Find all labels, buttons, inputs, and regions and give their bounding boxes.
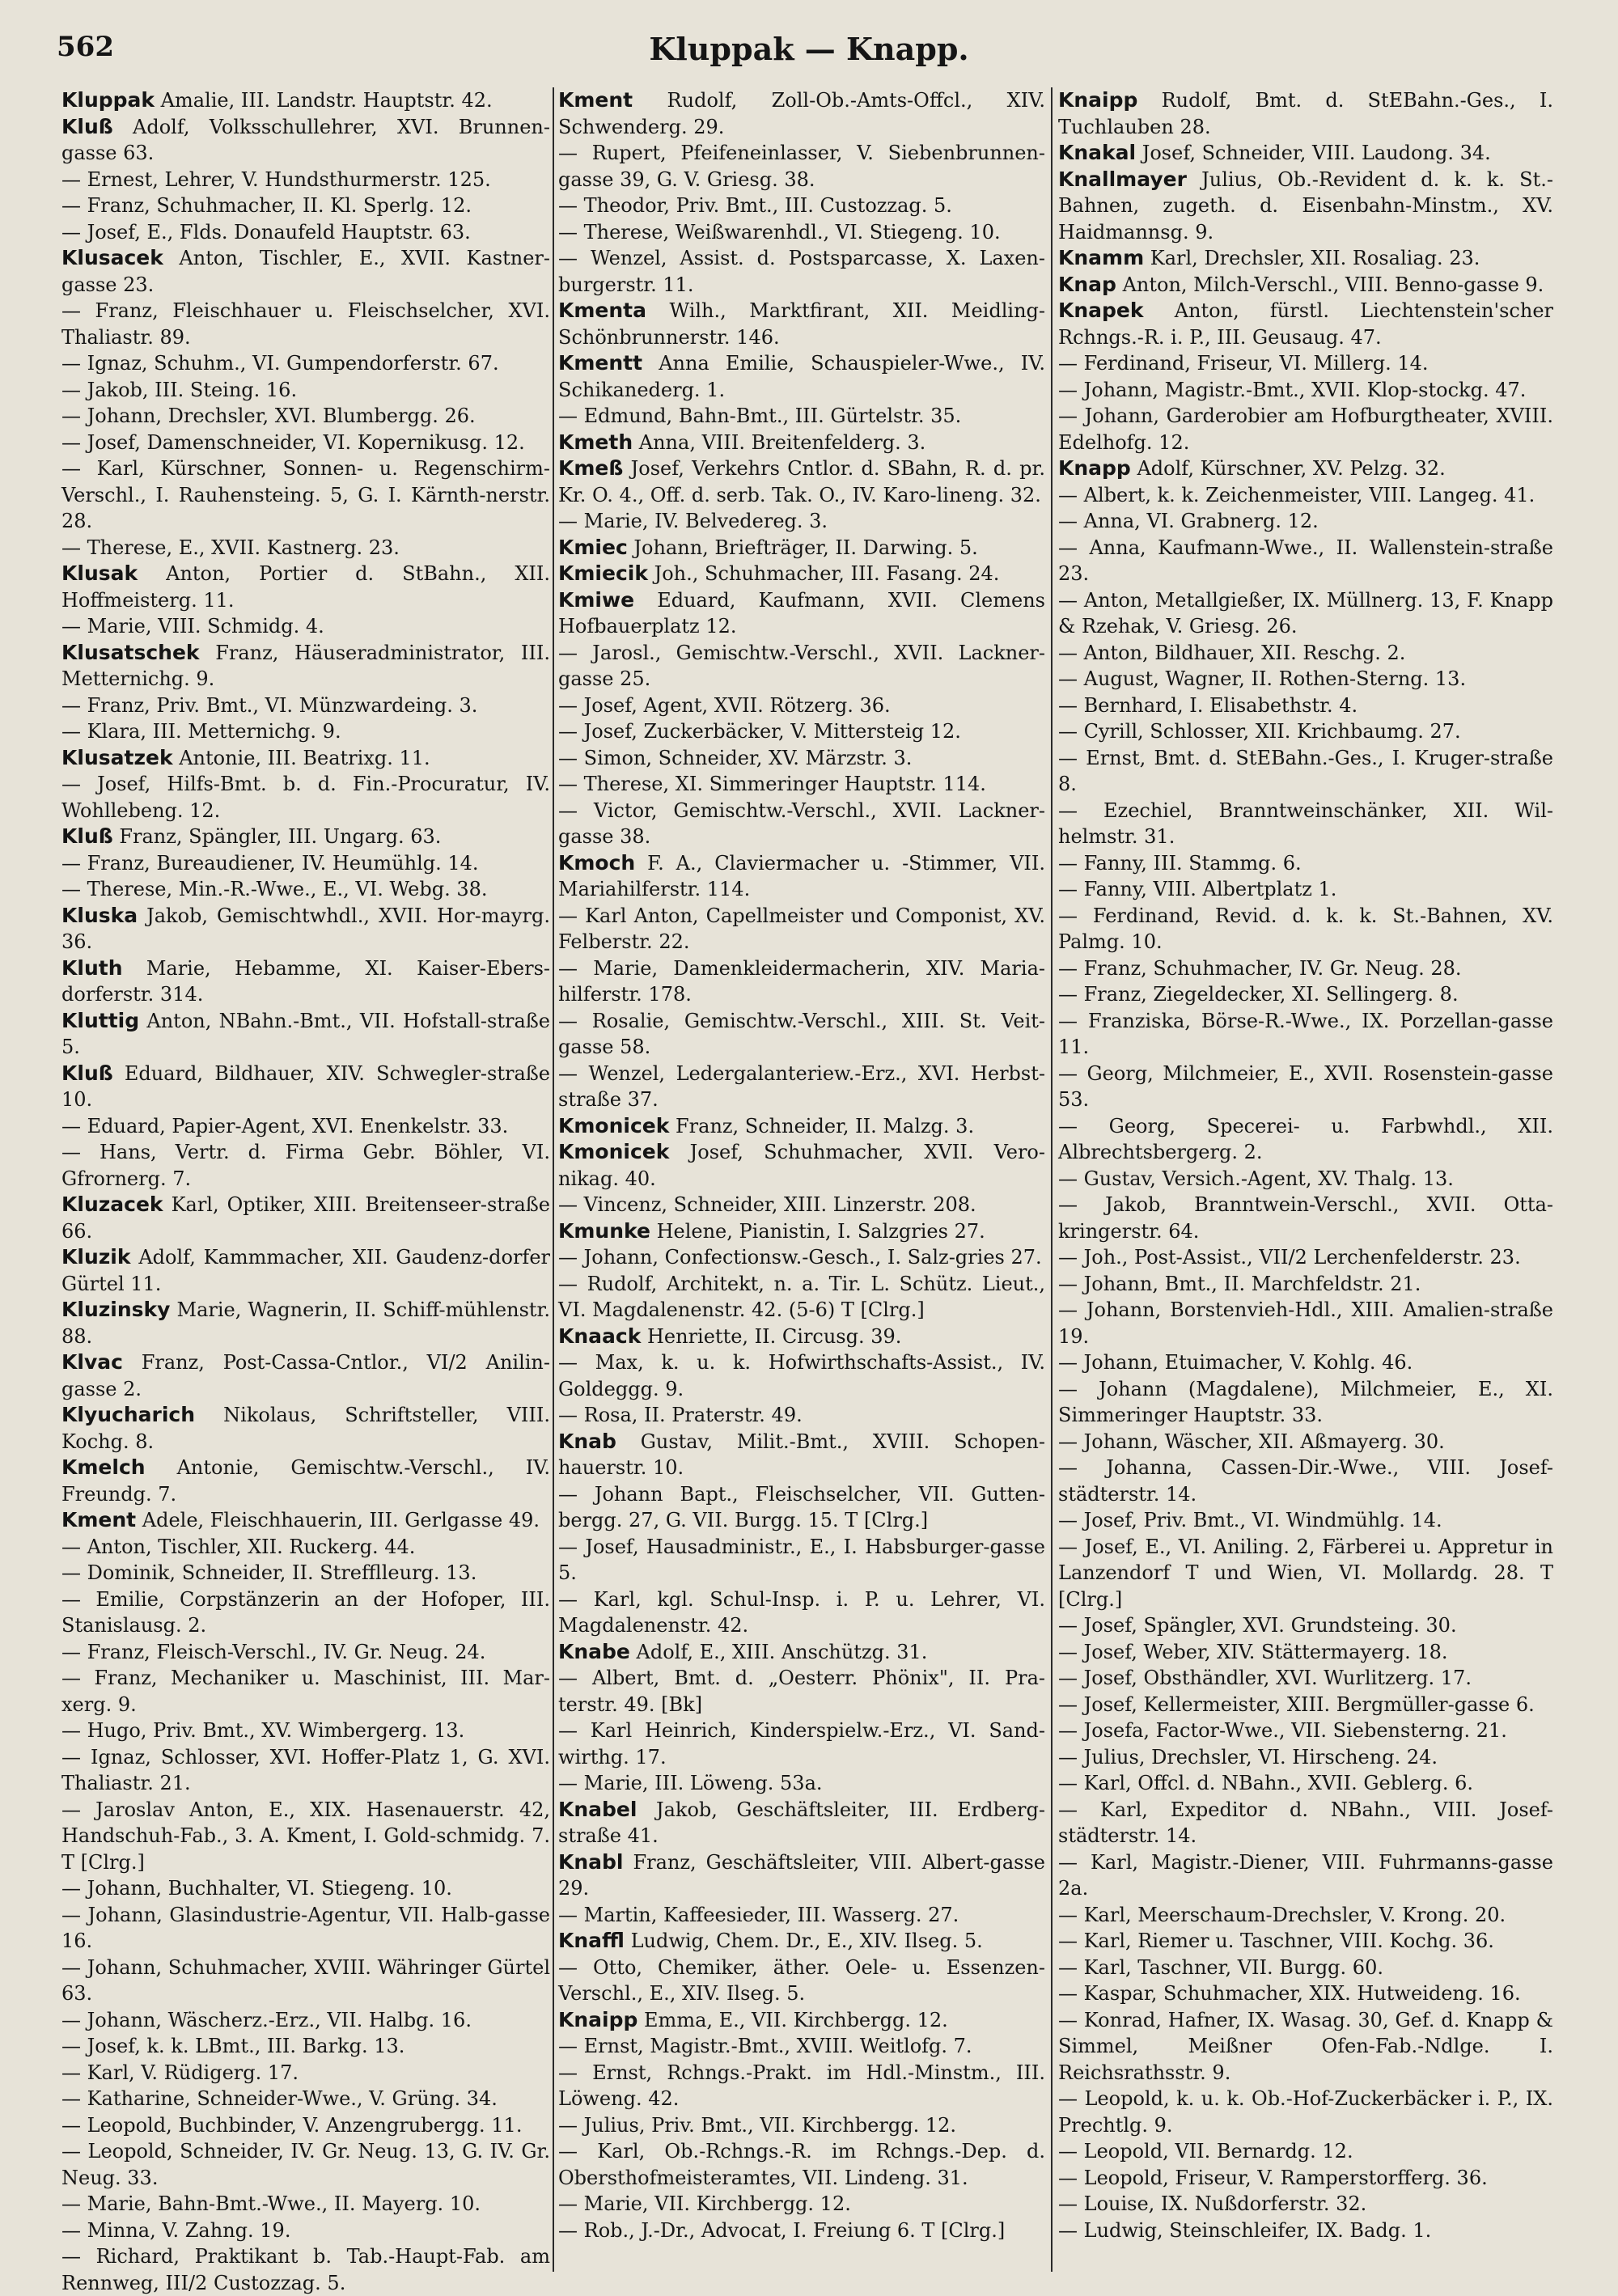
directory-entry: — Therese, Weißwarenhdl., VI. Stiegeng. 10. — [558, 220, 1001, 244]
directory-entry: — Kaspar, Schuhmacher, XIX. Hutweideng. 16. — [1058, 1982, 1521, 2005]
directory-entry: Knaack Henriette, II. Circusg. 39. — [558, 1324, 902, 1348]
directory-entry: Klusatzek Antonie, III. Beatrixg. 11. — [61, 745, 430, 769]
directory-entry: — Vincenz, Schneider, XIII. Linzerstr. 208. — [558, 1193, 976, 1216]
directory-entry: — Franz, Fleischhauer u. Fleischselcher, XVI. Thaliastr. 89. — [61, 299, 550, 349]
directory-entry: Klusatschek Franz, Häuseradministrator, III. Metternichg. 9. — [61, 640, 550, 690]
directory-entry: — Dominik, Schneider, II. Strefflleurg. 13. — [61, 1561, 477, 1584]
directory-entry: — Johann, Etuimacher, V. Kohlg. 46. — [1058, 1351, 1413, 1374]
directory-entry: — Karl, Riemer u. Taschner, VIII. Kochg. 36. — [1058, 1930, 1494, 1952]
directory-entry: Knakal Josef, Schneider, VIII. Laudong. 34. — [1058, 141, 1491, 164]
directory-entry: — Joh., Post-Assist., VII/2 Lerchenfelderstr. 23. — [1058, 1246, 1521, 1269]
directory-entry: Klyucharich Nikolaus, Schriftsteller, VIII. Kochg. 8. — [61, 1403, 550, 1453]
directory-entry: Kluzacek Karl, Optiker, XIII. Breitenseer-straße 66. — [61, 1192, 550, 1243]
directory-entry: Kluth Marie, Hebamme, XI. Kaiser-Ebers-dorferstr. 314. — [61, 955, 550, 1006]
directory-entry: — Johann, Bmt., II. Marchfeldstr. 21. — [1058, 1272, 1421, 1295]
directory-entry: Knabel Jakob, Geschäftsleiter, III. Erdberg-straße 41. — [558, 1797, 1045, 1847]
directory-entry: — Georg, Milchmeier, E., XVII. Rosenstein-gasse 53. — [1058, 1061, 1553, 1111]
directory-entry: — Leopold, Schneider, IV. Gr. Neug. 13, G. IV. Gr. Neug. 33. — [61, 2140, 550, 2189]
directory-entry: — Johann, Glasindustrie-Agentur, VII. Halb-gasse 16. — [61, 1903, 550, 1952]
page-number: 562 — [57, 31, 114, 63]
directory-entry: Kluß Franz, Spängler, III. Ungarg. 63. — [61, 824, 442, 848]
directory-entry: — Johann, Schuhmacher, XVIII. Währinger Gürtel 63. — [61, 1955, 550, 2005]
directory-entry: Knap Anton, Milch-Verschl., VIII. Benno-gasse 9. — [1058, 272, 1544, 296]
directory-entry: — Franz, Fleisch-Verschl., IV. Gr. Neug. 24. — [61, 1640, 486, 1663]
directory-entry: — Anton, Bildhauer, XII. Reschg. 2. — [1058, 641, 1406, 664]
directory-entry: — Karl, Kürschner, Sonnen- u. Regenschirm-Verschl., I. Rauhensteing. 5, G. I. Kärnth-nerstr. 28. — [61, 457, 550, 532]
directory-entry: — Richard, Praktikant b. Tab.-Haupt-Fab. am Rennweg, III/2 Custozzag. 5. — [61, 2245, 550, 2294]
directory-entry: — Hugo, Priv. Bmt., XV. Wimbergerg. 13. — [61, 1719, 465, 1742]
directory-entry: — Josef, k. k. LBmt., III. Barkg. 13. — [61, 2035, 405, 2057]
directory-entry: — Johann, Garderobier am Hofburgtheater, XVIII. Edelhofg. 12. — [1058, 405, 1553, 454]
directory-entry: — Karl Anton, Capellmeister und Componist, XV. Felberstr. 22. — [558, 904, 1045, 953]
directory-entry: Knaipp Emma, E., VII. Kirchbergg. 12. — [558, 2007, 948, 2031]
directory-entry: — Rob., J.-Dr., Advocat, I. Freiung 6. T [Clrg.] — [558, 2218, 1006, 2242]
directory-entry: — Josef, Weber, XIV. Stättermayerg. 18. — [1058, 1640, 1448, 1663]
directory-entry: — Franz, Ziegeldecker, XI. Sellingerg. 8. — [1058, 983, 1459, 1006]
directory-entry: — Johann Bapt., Fleischselcher, VII. Gutten-bergg. 27, G. VII. Burgg. 15. T [Clrg.] — [558, 1482, 1045, 1531]
directory-entry: — Ignaz, Schlosser, XVI. Hoffer-Platz 1, G. XVI. Thaliastr. 21. — [61, 1745, 550, 1794]
directory-entry: Kmiec Johann, Briefträger, II. Darwing. 5. — [558, 535, 978, 559]
directory-entry: Kluska Jakob, Gemischtwhdl., XVII. Hor-mayrg. 36. — [61, 903, 550, 953]
directory-entry: — Marie, III. Löweng. 53a. — [558, 1772, 823, 1794]
directory-entry: — Josef, E., VI. Aniling. 2, Färberei u. Appretur in Lanzendorf T und Wien, VI. Mollardg. 28. T [Clrg.] — [1058, 1535, 1553, 1611]
directory-entry: — Rosalie, Gemischtw.-Verschl., XIII. St. Veit-gasse 58. — [558, 1009, 1045, 1058]
directory-entry: — Georg, Specerei- u. Farbwhdl., XII. Albrechtsbergerg. 2. — [1058, 1114, 1553, 1163]
directory-entry: Knapp Adolf, Kürschner, XV. Pelzg. 32. — [1058, 456, 1446, 480]
directory-entry: — Rupert, Pfeifeneinlasser, V. Siebenbrunnen-gasse 39, G. V. Griesg. 38. — [558, 142, 1045, 191]
directory-entry: — Franziska, Börse-R.-Wwe., IX. Porzellan-gasse 11. — [1058, 1009, 1553, 1058]
directory-entry: — Julius, Drechsler, VI. Hirscheng. 24. — [1058, 1745, 1438, 1769]
directory-entry: — Konrad, Hafner, IX. Wasag. 30, Gef. d. Knapp & Simmel, Meißner Ofen-Fab.-Ndlge. I. Reichsrathsstr. 9. — [1058, 2008, 1553, 2084]
directory-entry: — Josef, Spängler, XVI. Grundsteing. 30. — [1058, 1614, 1457, 1637]
directory-entry: — Karl, Ob.-Rchngs.-R. im Rchngs.-Dep. d. Obersthofmeisteramtes, VII. Lindeng. 31. — [558, 2140, 1045, 2189]
directory-entry: Kment Adele, Fleischhauerin, III. Gerlgasse 49. — [61, 1508, 540, 1531]
directory-entry: — Josef, Hilfs-Bmt. b. d. Fin.-Procuratur, IV. Wohllebeng. 12. — [61, 773, 550, 822]
directory-entry: Kmoch F. A., Claviermacher u. -Stimmer, VII. Mariahilferstr. 114. — [558, 850, 1045, 900]
directory-entry: Kmeß Josef, Verkehrs Cntlor. d. SBahn, R. d. pr. Kr. O. 4., Off. d. serb. Tak. O., IV. Karo-lineng. 32. — [558, 456, 1045, 506]
directory-entry: — Karl, V. Rüdigerg. 17. — [61, 2061, 299, 2084]
directory-entry: — Edmund, Bahn-Bmt., III. Gürtelstr. 35. — [558, 405, 962, 427]
directory-entry: — Johann (Magdalene), Milchmeier, E., XI. Simmeringer Hauptstr. 33. — [1058, 1377, 1553, 1426]
directory-entry: — Gustav, Versich.-Agent, XV. Thalg. 13. — [1058, 1167, 1454, 1190]
directory-entry: — Marie, Damenkleidermacherin, XIV. Maria-hilferstr. 178. — [558, 956, 1045, 1006]
directory-entry: — Johann, Wäscherz.-Erz., VII. Halbg. 16. — [61, 2008, 472, 2031]
directory-entry: — Wenzel, Assist. d. Postsparcasse, X. Laxen-burgerstr. 11. — [558, 247, 1045, 296]
directory-entry: — Katharine, Schneider-Wwe., V. Grüng. 34. — [61, 2087, 498, 2110]
directory-entry: — Theodor, Priv. Bmt., III. Custozzag. 5. — [558, 194, 952, 217]
directory-entry: — Josef, Hausadministr., E., I. Habsburger-gasse 5. — [558, 1535, 1045, 1584]
directory-entry: — Victor, Gemischtw.-Verschl., XVII. Lackner-gasse 38. — [558, 799, 1045, 848]
column-right — [1058, 87, 1553, 2272]
directory-entry: — Josefa, Factor-Wwe., VII. Siebensterng. 21. — [1058, 1719, 1507, 1742]
directory-entry: — Bernhard, I. Elisabethstr. 4. — [1058, 693, 1358, 717]
directory-entry: — Cyrill, Schlosser, XII. Krichbaumg. 27. — [1058, 720, 1461, 743]
directory-entry: — Therese, XI. Simmeringer Hauptstr. 114. — [558, 773, 986, 795]
directory-entry: — Fanny, VIII. Albertplatz 1. — [1058, 878, 1337, 900]
page-header — [57, 31, 1561, 71]
directory-entry: — Josef, Damenschneider, VI. Kopernikusg. 12. — [61, 430, 525, 454]
directory-entry: — Franz, Schuhmacher, IV. Gr. Neug. 28. — [1058, 956, 1462, 980]
running-head: Kluppak — Knapp. — [649, 31, 969, 67]
directory-entry: — Anna, VI. Grabnerg. 12. — [1058, 510, 1319, 532]
directory-entry: — Ernest, Lehrer, V. Hundsthurmerstr. 125. — [61, 167, 491, 191]
directory-entry: — Ernst, Magistr.-Bmt., XVIII. Weitlofg. 7. — [558, 2035, 972, 2057]
directory-entry: — Otto, Chemiker, äther. Oele- u. Essenzen-Verschl., E., XIV. Ilseg. 5. — [558, 1955, 1045, 2005]
directory-entry: Kluß Adolf, Volksschullehrer, XVI. Brunnen-gasse 63. — [61, 114, 550, 164]
directory-entry: — Josef, Obsthändler, XVI. Wurlitzerg. 17. — [1058, 1667, 1472, 1689]
directory-entry: Kluppak Amalie, III. Landstr. Hauptstr. 42. — [61, 88, 493, 112]
directory-entry: — August, Wagner, II. Rothen-Sterng. 13. — [1058, 667, 1467, 690]
directory-entry: — Leopold, Friseur, V. Ramperstorfferg. 36. — [1058, 2166, 1488, 2189]
directory-entry: — Leopold, Buchbinder, V. Anzengrubergg. 11. — [61, 2113, 523, 2137]
directory-entry: — Ernst, Rchngs.-Prakt. im Hdl.-Minstm., III. Löweng. 42. — [558, 2061, 1045, 2110]
directory-entry: — Franz, Mechaniker u. Maschinist, III. Mar-xerg. 9. — [61, 1667, 550, 1716]
directory-entry: — Eduard, Papier-Agent, XVI. Enenkelstr. 33. — [61, 1114, 509, 1137]
directory-entry: — Julius, Priv. Bmt., VII. Kirchbergg. 12. — [558, 2113, 956, 2137]
directory-entry: — Jarosl., Gemischtw.-Verschl., XVII. Lackner-gasse 25. — [558, 641, 1045, 690]
directory-entry: — Fanny, III. Stammg. 6. — [1058, 851, 1302, 875]
directory-entry: — Klara, III. Metternichg. 9. — [61, 720, 341, 743]
directory-entry: Kmelch Antonie, Gemischtw.-Verschl., IV. Freundg. 7. — [61, 1455, 550, 1506]
directory-entry: — Leopold, VII. Bernardg. 12. — [1058, 2140, 1353, 2163]
directory-entry: — Franz, Schuhmacher, II. Kl. Sperlg. 12. — [61, 194, 472, 217]
directory-entry: Kmiecik Joh., Schuhmacher, III. Fasang. 24. — [558, 561, 1000, 585]
directory-entry: — Johann, Confectionsw.-Gesch., I. Salz-gries 27. — [558, 1246, 1042, 1269]
directory-entry: — Karl Heinrich, Kinderspielw.-Erz., VI. Sand-wirthg. 17. — [558, 1719, 1045, 1769]
directory-entry: — Simon, Schneider, XV. Märzstr. 3. — [558, 746, 913, 769]
directory-entry: — Emilie, Corpstänzerin an der Hofoper, III. Stanislausg. 2. — [61, 1587, 550, 1637]
directory-entry: — Karl, Expeditor d. NBahn., VIII. Josef-städterstr. 14. — [1058, 1798, 1553, 1847]
directory-entry: — Karl, Taschner, VII. Burgg. 60. — [1058, 1955, 1383, 1979]
directory-entry: — Franz, Bureaudiener, IV. Heumühlg. 14. — [61, 851, 479, 875]
directory-entry: — Albert, k. k. Zeichenmeister, VIII. Langeg. 41. — [1058, 483, 1535, 506]
directory-entry: — Josef, Agent, XVII. Rötzerg. 36. — [558, 693, 891, 717]
directory-entry: Kluttig Anton, NBahn.-Bmt., VII. Hofstall-straße 5. — [61, 1008, 550, 1058]
directory-entry: — Johann, Buchhalter, VI. Stiegeng. 10. — [61, 1877, 452, 1900]
directory-entry: — Karl, Meerschaum-Drechsler, V. Krong. 20. — [1058, 1903, 1506, 1926]
directory-entry: — Anna, Kaufmann-Wwe., II. Wallenstein-straße 23. — [1058, 536, 1553, 585]
directory-entry: Kmenta Wilh., Marktfirant, XII. Meidling-Schönbrunnerstr. 146. — [558, 299, 1045, 349]
directory-entry: — Louise, IX. Nußdorferstr. 32. — [1058, 2192, 1367, 2215]
directory-entry: — Martin, Kaffeesieder, III. Wasserg. 27. — [558, 1903, 959, 1926]
directory-entry: — Hans, Vertr. d. Firma Gebr. Böhler, VI. Gfrornerg. 7. — [61, 1141, 550, 1190]
directory-entry: — Johann, Borstenvieh-Hdl., XIII. Amalien-straße 19. — [1058, 1298, 1553, 1348]
directory-entry: Klvac Franz, Post-Cassa-Cntlor., VI/2 Anilin-gasse 2. — [61, 1350, 550, 1400]
directory-entry: — Ezechiel, Branntweinschänker, XII. Wil-helmstr. 31. — [1058, 799, 1553, 848]
directory-entry: — Jakob, III. Steing. 16. — [61, 378, 298, 401]
directory-entry: — Rosa, II. Praterstr. 49. — [558, 1404, 803, 1426]
directory-entry: — Ignaz, Schuhm., VI. Gumpendorferstr. 67. — [61, 352, 499, 375]
directory-entry: — Ferdinand, Revid. d. k. k. St.-Bahnen, XV. Palmg. 10. — [1058, 904, 1553, 953]
directory-entry: — Karl, Magistr.-Diener, VIII. Fuhrmanns-gasse 2a. — [1058, 1850, 1553, 1900]
directory-entry: Kmentt Anna Emilie, Schauspieler-Wwe., IV. Schikanederg. 1. — [558, 351, 1045, 401]
directory-entry: — Johanna, Cassen-Dir.-Wwe., VIII. Josef-städterstr. 14. — [1058, 1456, 1553, 1506]
directory-entry: Knaipp Rudolf, Bmt. d. StEBahn.-Ges., I. Tuchlauben 28. — [1058, 88, 1553, 138]
directory-entry: — Johann, Magistr.-Bmt., XVII. Klop-stockg. 47. — [1058, 378, 1527, 401]
directory-entry: Knabl Franz, Geschäftsleiter, VIII. Albert-gasse 29. — [558, 1849, 1045, 1900]
directory-entry: — Jakob, Branntwein-Verschl., XVII. Otta-kringerstr. 64. — [1058, 1193, 1553, 1243]
directory-entry: — Ferdinand, Friseur, VI. Millerg. 14. — [1058, 352, 1429, 375]
directory-entry: Kluß Eduard, Bildhauer, XIV. Schwegler-straße 10. — [61, 1061, 550, 1111]
directory-entry: Kmiwe Eduard, Kaufmann, XVII. Clemens Hofbauerplatz 12. — [558, 587, 1045, 638]
directory-entry: Knapek Anton, fürstl. Liechtenstein'scher Rchngs.-R. i. P., III. Geusaug. 47. — [1058, 299, 1553, 349]
directory-entry: Knaffl Ludwig, Chem. Dr., E., XIV. Ilseg. 5. — [558, 1929, 983, 1952]
directory-entry: — Ludwig, Steinschleifer, IX. Badg. 1. — [1058, 2218, 1432, 2242]
directory-entry: — Franz, Priv. Bmt., VI. Münzwardeing. 3. — [61, 693, 478, 717]
directory-entry: — Leopold, k. u. k. Ob.-Hof-Zuckerbäcker i. P., IX. Prechtlg. 9. — [1058, 2087, 1553, 2137]
directory-entry: Knamm Karl, Drechsler, XII. Rosaliag. 23. — [1058, 246, 1480, 269]
directory-entry: — Albert, Bmt. d. „Oesterr. Phönix", II. Pra-terstr. 49. [Bk] — [558, 1667, 1045, 1716]
directory-entry: Knabe Adolf, E., XIII. Anschützg. 31. — [558, 1639, 928, 1663]
column-divider — [553, 87, 554, 2272]
directory-entry: — Marie, VIII. Schmidg. 4. — [61, 615, 324, 638]
directory-entry: — Johann, Wäscher, XII. Aßmayerg. 30. — [1058, 1430, 1445, 1453]
directory-entry: Kmeth Anna, VIII. Breitenfelderg. 3. — [558, 430, 926, 454]
directory-entry: Klusak Anton, Portier d. StBahn., XII. Hoffmeisterg. 11. — [61, 561, 550, 612]
directory-entry: — Josef, Kellermeister, XIII. Bergmüller-gasse 6. — [1058, 1692, 1535, 1716]
directory-entry: — Josef, E., Flds. Donaufeld Hauptstr. 63. — [61, 220, 471, 244]
directory-entry: Kmonicek Franz, Schneider, II. Malzg. 3. — [558, 1113, 975, 1137]
directory-entry: Kment Rudolf, Zoll-Ob.-Amts-Offcl., XIV. Schwenderg. 29. — [558, 88, 1045, 138]
directory-entry: — Therese, Min.-R.-Wwe., E., VI. Webg. 38. — [61, 878, 488, 900]
directory-entry: — Minna, V. Zahng. 19. — [61, 2218, 291, 2242]
directory-entry: Knab Gustav, Milit.-Bmt., XVIII. Schopen-hauerstr. 10. — [558, 1429, 1045, 1479]
directory-entry: — Marie, VII. Kirchbergg. 12. — [558, 2192, 851, 2215]
directory-entry: Kluzik Adolf, Kammmacher, XII. Gaudenz-dorfer Gürtel 11. — [61, 1245, 550, 1295]
directory-entry: Knallmayer Julius, Ob.-Revident d. k. k. St.-Bahnen, zugeth. d. Eisenbahn-Minstm., XV. Haidmannsg. 9. — [1058, 167, 1553, 244]
directory-entry: — Karl, kgl. Schul-Insp. i. P. u. Lehrer, VI. Magdalenenstr. 42. — [558, 1587, 1045, 1637]
directory-entry: — Karl, Offcl. d. NBahn., XVII. Geblerg. 6. — [1058, 1772, 1473, 1794]
directory-entry: — Max, k. u. k. Hofwirthschafts-Assist., IV. Goldeggg. 9. — [558, 1351, 1045, 1400]
directory-entry: — Anton, Metallgießer, IX. Müllnerg. 13, F. Knapp & Rzehak, V. Griesg. 26. — [1058, 588, 1553, 638]
directory-entry: — Rudolf, Architekt, n. a. Tir. L. Schütz. Lieut., VI. Magdalenenstr. 42. (5-6) T [Clrg.] — [558, 1272, 1045, 1321]
directory-entry: — Therese, E., XVII. Kastnerg. 23. — [61, 536, 400, 559]
directory-entry: Kmonicek Josef, Schuhmacher, XVII. Vero-nikag. 40. — [558, 1140, 1045, 1190]
directory-entry: — Wenzel, Ledergalanteriew.-Erz., XVI. Herbst-straße 37. — [558, 1061, 1045, 1111]
directory-entry: Kluzinsky Marie, Wagnerin, II. Schiff-mühlenstr. 88. — [61, 1298, 550, 1348]
directory-entry: Klusacek Anton, Tischler, E., XVII. Kastner-gasse 23. — [61, 246, 550, 296]
column-divider — [1051, 87, 1053, 2272]
directory-entry: Kmunke Helene, Pianistin, I. Salzgries 27. — [558, 1218, 985, 1243]
directory-entry: — Johann, Drechsler, XVI. Blumbergg. 26. — [61, 405, 476, 427]
directory-entry: — Marie, Bahn-Bmt.-Wwe., II. Mayerg. 10. — [61, 2192, 481, 2215]
directory-entry: — Josef, Zuckerbäcker, V. Mittersteig 12. — [558, 720, 961, 743]
directory-entry: — Josef, Priv. Bmt., VI. Windmühlg. 14. — [1058, 1509, 1442, 1531]
directory-entry: — Jaroslav Anton, E., XIX. Hasenauerstr. 42, Handschuh-Fab., 3. A. Kment, I. Gold-schmidg. 7. T [Clrg.] — [61, 1798, 550, 1874]
directory-entry: — Ernst, Bmt. d. StEBahn.-Ges., I. Kruger-straße 8. — [1058, 746, 1553, 795]
directory-entry: — Marie, IV. Belvedereg. 3. — [558, 510, 828, 532]
column-middle — [558, 87, 1045, 2272]
column-left — [61, 87, 550, 2294]
directory-entry: — Anton, Tischler, XII. Ruckerg. 44. — [61, 1535, 416, 1558]
